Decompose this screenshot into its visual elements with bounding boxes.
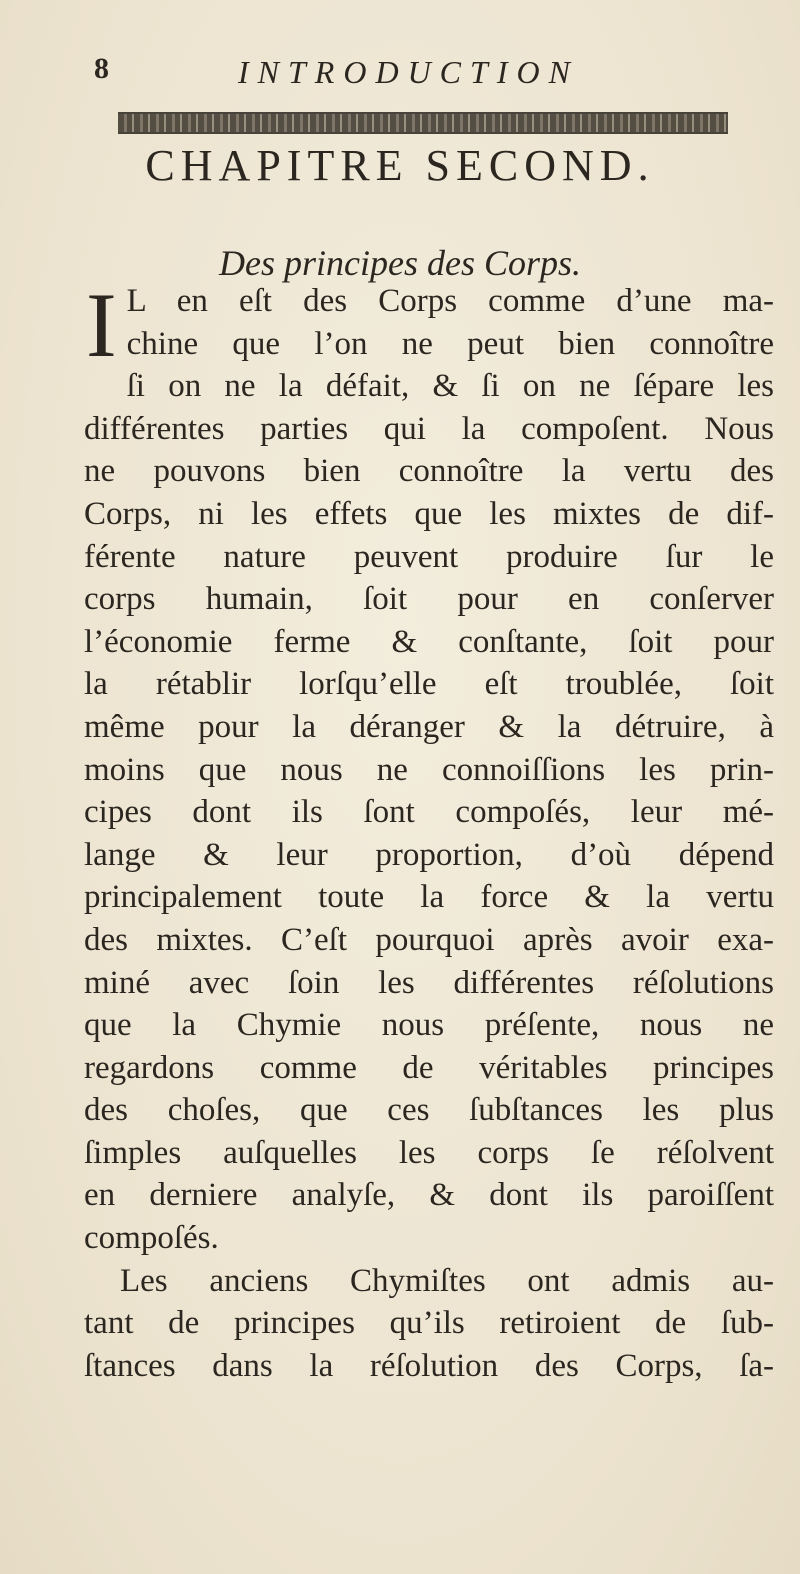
text-line: des mixtes. C’eſt pourquoi après avoir exa- <box>84 921 774 958</box>
running-head <box>88 52 768 100</box>
ornamental-rule <box>118 112 728 134</box>
text-line: ſimples auſquelles les corps ſe réſolvent <box>84 1134 774 1171</box>
text-line: principalement toute la force & la vertu <box>84 879 774 916</box>
text-line: tant de principes qu’ils retiroient de ſub- <box>84 1305 774 1342</box>
text-line: compoſés. <box>84 1220 219 1257</box>
text-line: en derniere analyſe, & dont ils paroiſſent <box>84 1177 774 1214</box>
chapter-title: CHAPITRE SECOND. <box>145 141 655 190</box>
text-line: lange & leur proportion, d’où dépend <box>84 836 774 873</box>
text-line: regardons comme de véritables principes <box>84 1049 774 1086</box>
page-number: 8 <box>94 52 109 85</box>
text-line: différentes parties qui la compoſent. Nous <box>84 410 774 447</box>
text-line: cipes dont ils ſont compoſés, leur mé- <box>84 794 774 831</box>
text-line: que la Chymie nous préſente, nous ne <box>84 1007 774 1044</box>
body-text <box>84 274 774 1387</box>
text-line: Corps, ni les effets que les mixtes de dif- <box>84 495 774 532</box>
paragraph-1 <box>84 274 774 1260</box>
text-line: même pour la déranger & la détruire, à <box>84 708 774 745</box>
text-line: chine que l’on ne peut bien connoître <box>126 325 774 362</box>
text-line: ne pouvons bien connoître la vertu des <box>84 453 774 490</box>
text-line: des choſes, que ces ſubſtances les plus <box>84 1092 774 1129</box>
text-line: L en eſt des Corps comme d’une ma- <box>126 283 774 319</box>
text-line: ſtances dans la réſolution des Corps, ſa- <box>84 1347 774 1384</box>
text-line: moins que nous ne connoiſſions les prin- <box>84 751 774 788</box>
text-line: la rétablir lorſqu’elle eſt troublée, ſoit <box>84 666 774 703</box>
text-line: férente nature peuvent produire ſur le <box>84 538 774 575</box>
text-line: corps humain, ſoit pour en conſerver <box>84 581 774 618</box>
running-title: INTRODUCTION <box>238 54 579 90</box>
text-line: miné avec ſoin les différentes réſolutions <box>84 964 774 1001</box>
paragraph-2 <box>84 1260 774 1388</box>
text-line: l’économie ferme & conſtante, ſoit pour <box>84 623 774 660</box>
text-line: ſi on ne la défait, & ſi on ne ſépare les <box>126 368 774 405</box>
chapter-subtitle: Des principes des Corps. <box>219 243 581 283</box>
drop-cap-block <box>84 274 774 376</box>
text-line: Les anciens Chymiſtes ont admis au- <box>120 1262 774 1299</box>
drop-cap: I <box>86 274 117 376</box>
